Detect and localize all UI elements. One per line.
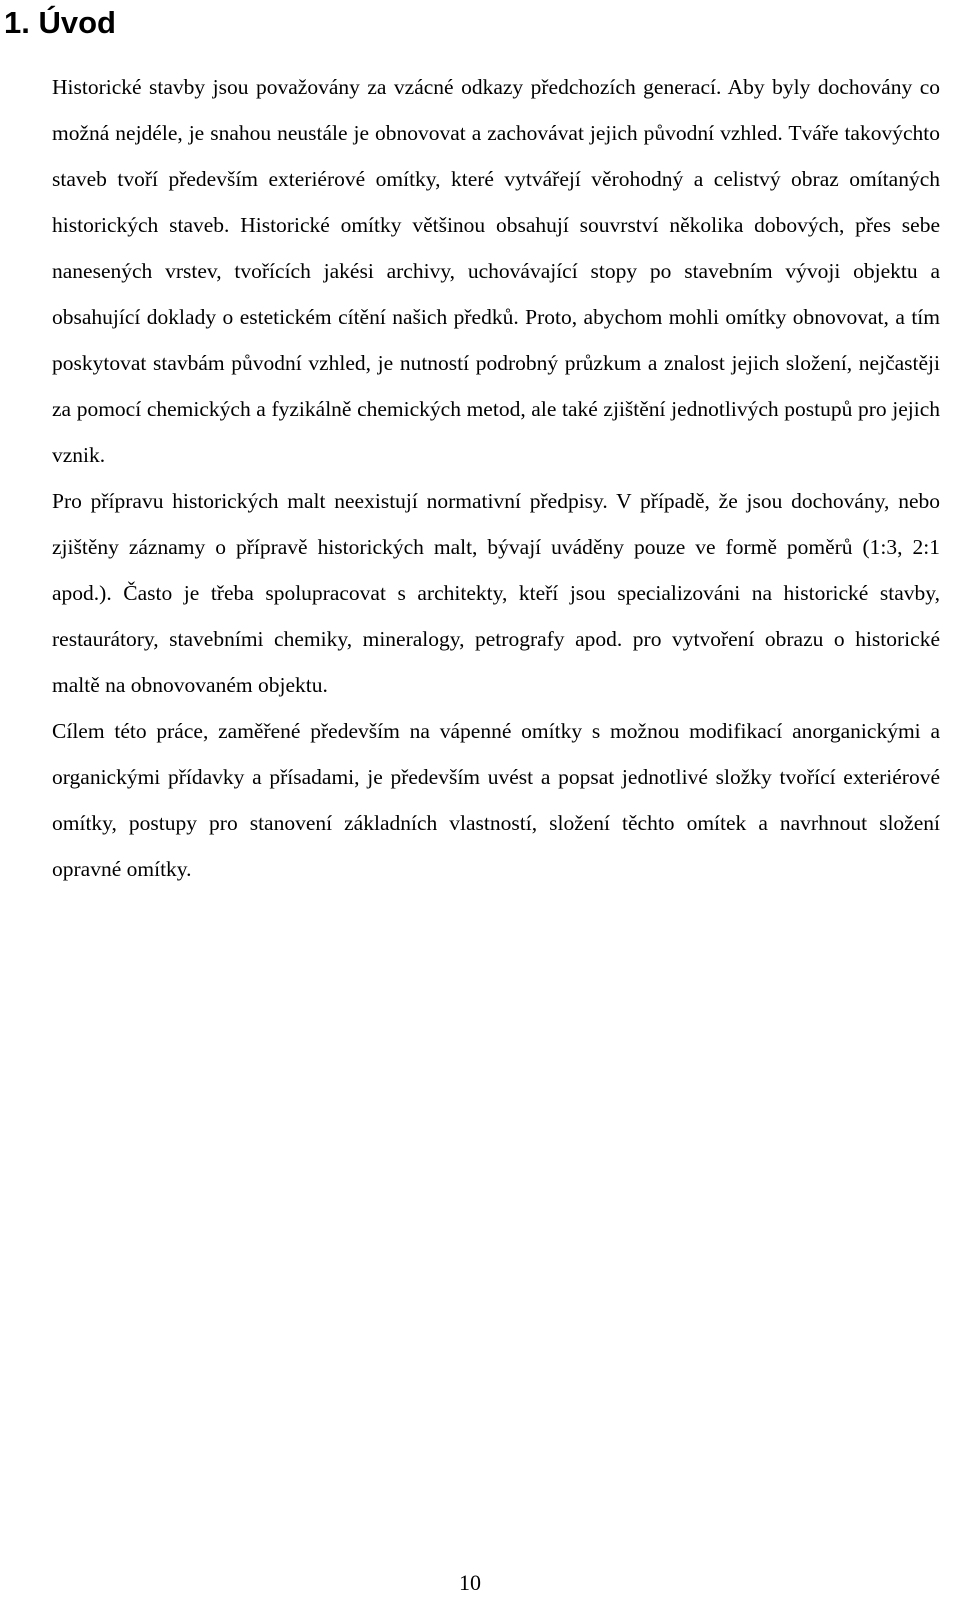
paragraph-mortar-preparation: Pro přípravu historických malt neexistují normativní předpisy. V případě, že jsou dochovány, nebo zjištěny záznamy o přípravě historických malt, bývají uváděny pouze ve formě poměrů (1:3, 2:1 apod.). Často je třeba spolupracovat s architekty, kteří jsou specializováni na historické stavby, restaurátory, stavebními chemiky, mineralogy, petrografy apod. pro vytvoření obrazu o historické maltě na obnovovaném objektu. (52, 489, 940, 697)
section-heading: 1. Úvod (4, 5, 116, 40)
body-text (52, 64, 940, 892)
paragraph-intro: Historické stavby jsou považovány za vzácné odkazy předchozích generací. Aby byly dochovány co možná nejdéle, je snahou neustále je obnovovat a zachovávat jejich původní vzhled. Tváře takovýchto staveb tvoří především exteriérové omítky, které vytvářejí věrohodný a celistvý obraz omítaných historických staveb. Historické omítky většinou obsahují souvrství několika dobových, přes sebe nanesených vrstev, tvořících jakési archivy, uchovávající stopy po stavebním vývoji objektu a obsahující doklady o estetickém cítění našich předků. Proto, abychom mohli omítky obnovovat, a tím poskytovat stavbám původní vzhled, je nutností podrobný průzkum a znalost jejich složení, nejčastěji za pomocí chemických a fyzikálně chemických metod, ale také zjištění jednotlivých postupů pro jejich vznik. (52, 75, 940, 467)
paragraph-thesis-aim: Cílem této práce, zaměřené především na vápenné omítky s možnou modifikací anorganickými a organickými přídavky a přísadami, je především uvést a popsat jednotlivé složky tvořící exteriérové omítky, postupy pro stanovení základních vlastností, složení těchto omítek a navrhnout složení opravné omítky. (52, 719, 940, 881)
page-number: 10 (459, 1570, 481, 1595)
